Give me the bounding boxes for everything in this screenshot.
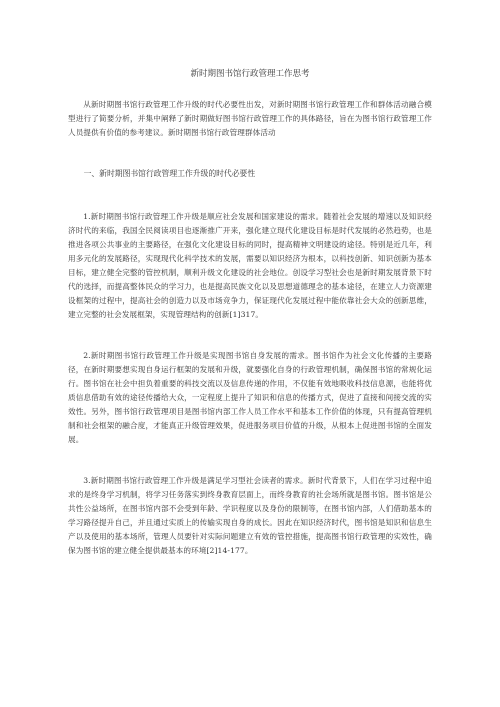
- body-paragraph-1: 1.新时期图书馆行政管理工作升级是顺应社会发展和国家建设的需求。随着社会发展的增速以及知识经济时代的来临，我国全民阅读项目也逐渐推广开来，强化建立现代化建设目标是时代发展的必然趋势，也是推进各项公共事业的主要路径，在强化文化建设目标的同时，提高精神文明建设的途径。特别是近几年，利用多元化的发展路径，实现现代化科学技术的发展，需要以知识经济为根本，以科技创新、知识创新为基本目标，建立健全完整的管控机制，顺利升级文化建设的社会地位。创设学习型社会也是新时期发展背景下时代的选择，而提高整体民众的学习力，也是提高民族文化以及思想道德理念的基本途径，在建立人力资源建设框架的过程中，提高社会的创造力以及市场竞争力，保证现代化发展过程中能依靠社会大众的创新思维，建立完整的社会发展框架，实现管理结构的创新[1]317。: [68, 212, 432, 319]
- body-paragraph-3: 3.新时期图书馆行政管理工作升级是满足学习型社会读者的需求。新时代背景下，人们在学习过程中追求的是终身学习机制，将学习任务落实到终身教育层面上，而终身教育的社会场所就是图书馆。图书馆是公共性公益场所，在图书馆内部不会受到年龄、学识程度以及身份的限制等，在图书馆内部，人们借助基本的学习路径提升自己，并且通过实质上的传输实现自身的成长。因此在知识经济时代，图书馆是知识和信息生产以及使用的基本场所，管理人员要针对实际问题建立有效的管控措施，提高图书馆行政管理的实效性，确保为图书馆的建立健全提供最基本的环境[2]14-177。: [68, 476, 432, 555]
- abstract-paragraph: 从新时期图书馆行政管理工作升级的时代必要性出发，对新时期图书馆行政管理工作和群体活动融合模型进行了简要分析，并集中阐释了新时期做好图书馆行政管理工作的具体路径，旨在为图书馆行政管理工作人员提供有价值的参考建议。新时期图书馆行政管理群体活动: [68, 100, 432, 137]
- document-title: 新时期图书馆行政管理工作思考: [190, 69, 310, 79]
- section-heading: 一、新时期图书馆行政管理工作升级的时代必要性: [83, 169, 256, 178]
- body-paragraph-2: 2.新时期图书馆行政管理工作升级是实现图书馆自身发展的需求。图书馆作为社会文化传播的主要路径，在新时期要想实现自身运行框架的发展和升级，就要强化自身的行政管理机制，确保图书馆的常规化运行。图书馆在社会中担负着重要的科技交流以及信息传递的作用，不仅能有效地吸收科技信息源，也能将优质信息借助有效的途径传播给大众，一定程度上提升了知识和信息的传播方式，促进了直接和间接交流的实效性。另外，图书馆行政管理项目是图书馆内部工作人员工作水平和基本工作价值的体现，只有提高管理机制和社会框架的融合度，才能真正升级管理效果，促进服务项目价值的升级，从根本上促进图书馆的全面发展。: [68, 351, 432, 444]
